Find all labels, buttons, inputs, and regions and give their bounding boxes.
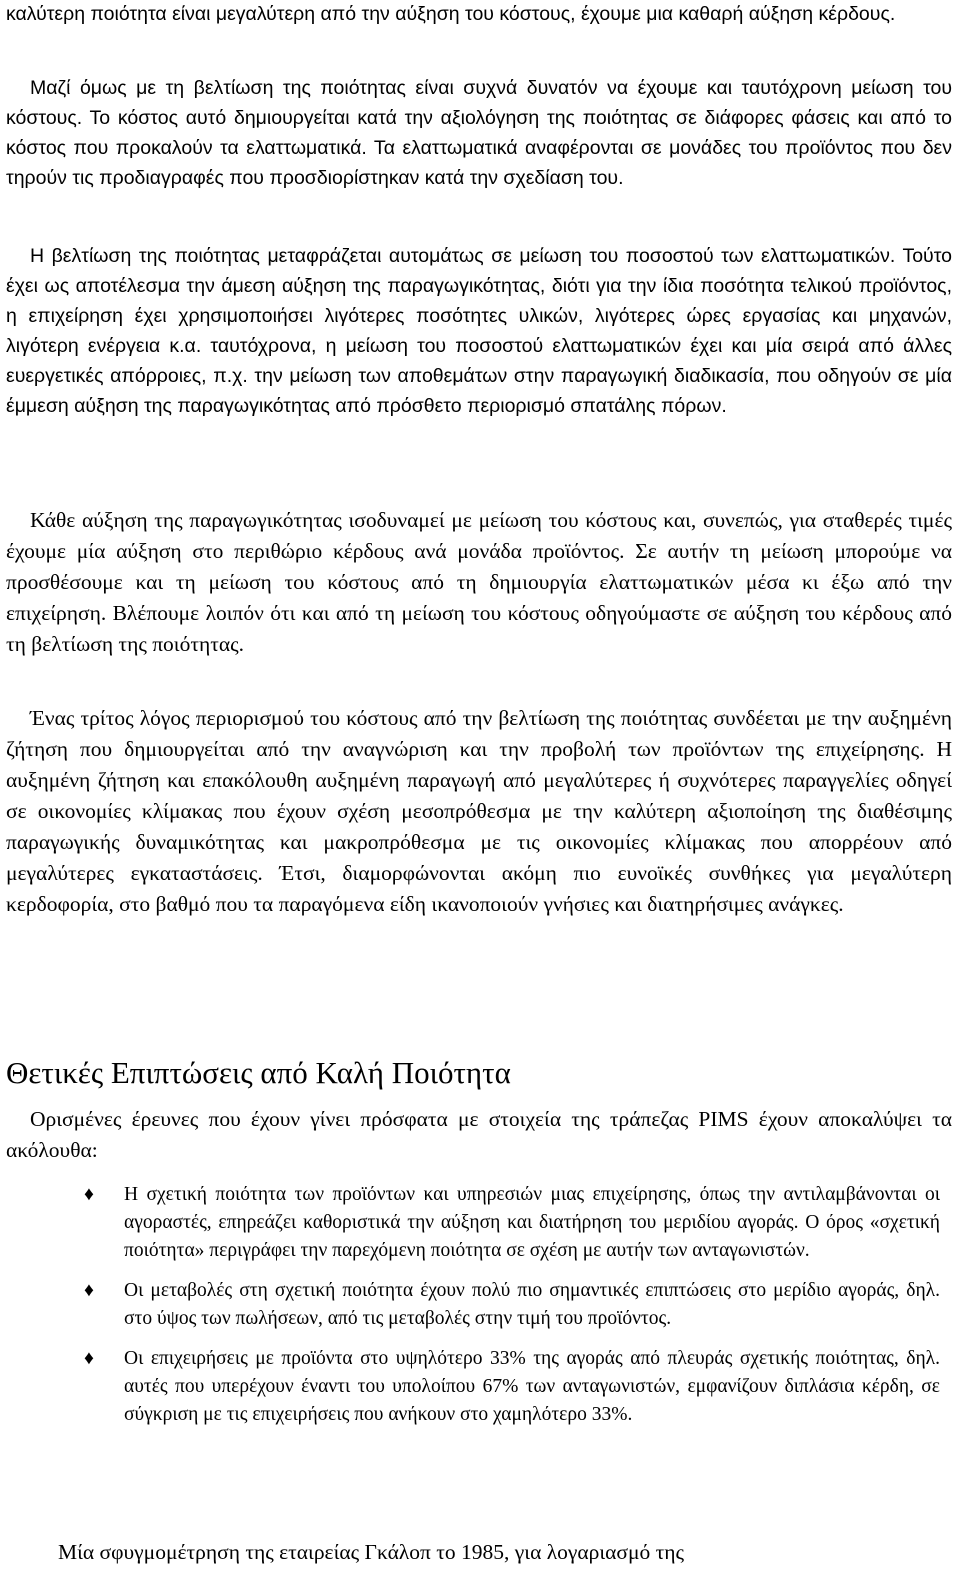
list-item <box>0 1277 950 1333</box>
section-heading: Θετικές Επιπτώσεις από Καλή Ποιότητα <box>6 1055 511 1090</box>
paragraph-profit-margin: Κάθε αύξηση της παραγωγικότητας ισοδυναμεί με μείωση του κόστους και, συνεπώς, για σταθερές τιμές έχουμε μία αύξηση στο περιθώριο κέρδους ανά μονάδα προϊόντος. Σε αυτήν τη μείωση μπορούμε να προσθέσουμε και τη μείωση του κόστους από τη δημιουργία ελαττωματικών μέσα κι έξω από την επιχείρηση. Βλέπουμε λοιπόν ότι και από τη μείωση του κόστους οδηγούμαστε σε αύξηση του κέρδους από τη βελτίωση της ποιότητας. <box>6 508 952 656</box>
closing-paragraph: Μία σφυγμομέτρηση της εταιρείας Γκάλοπ το 1985, για λογαριασμό της <box>58 1540 685 1564</box>
paragraph-demand: Ένας τρίτος λόγος περιορισμού του κόστους από την βελτίωση της ποιότητας συνδέεται με την αυξημένη ζήτηση που δημιουργείται από την αναγνώριση και την προβολή των προϊόντων της επιχείρησης. Η αυξημένη ζήτηση και επακόλουθη αυξημένη παραγωγή από μεγαλύτερες ή συχνότερες παραγγελίες οδηγεί σε οικονομίες κλίμακας που έχουν σχέση μεσοπρόθεσμα με την καλύτερη αξιοποίηση της διαθέσιμης παραγωγικής δυναμικότητας και μακροπρόθεσμα με τις οικονομίες κλίμακας που απορρέουν από μεγαλύτερες εγκαταστάσεις. Έτσι, διαμορφώνονται ακόμη πιο ευνοϊκές συνθήκες για μεγαλύτερη κερδοφορία, στο βαθμό που τα παραγόμενα είδη ικανοποιούν γνήσιες και διατηρήσιμες ανάγκες. <box>6 706 952 916</box>
paragraph-cost-reduction: Μαζί όμως με τη βελτίωση της ποιότητας είναι συχνά δυνατόν να έχουμε και ταυτόχρονη μείωση του κόστους. Το κόστος αυτό δημιουργείται κατά την αξιολόγηση της ποιότητας σε διάφορες φάσεις και από το κόστος που προκαλούν τα ελαττωματικά. Τα ελαττωματικά αναφέρονται σε μονάδες του προϊόντος που δεν τηρούν τις προδιαγραφές που προσδιορίστηκαν κατά την σχεδίαση του. <box>6 77 952 189</box>
section-intro: Ορισμένες έρευνες που έχουν γίνει πρόσφατα με στοιχεία της τράπεζας PIMS έχουν αποκαλύψει τα ακόλουθα: <box>6 1107 952 1162</box>
diamond-bullet-icon: ♦ <box>84 1280 94 1301</box>
diamond-bullet-icon: ♦ <box>84 1184 94 1205</box>
diamond-bullet-icon: ♦ <box>84 1348 94 1369</box>
list-item-text: Οι επιχειρήσεις με προϊόντα στο υψηλότερο 33% της αγοράς από πλευράς σχετικής ποιότητας, δηλ. αυτές που υπερέχουν έναντι του υπολοίπου 67% των ανταγωνιστών, εμφανίζουν διπλάσια κέρδη, σε σύγκριση με τις επιχειρήσεις που ανήκουν στο χαμηλότερο 33%. <box>124 1348 940 1425</box>
list-item-text: Η σχετική ποιότητα των προϊόντων και υπηρεσιών μιας επιχείρησης, όπως την αντιλαμβάνονται οι αγοραστές, επηρεάζει καθοριστικά την αύξηση και διατήρηση του μεριδίου αγοράς. Ο όρος «σχετική ποιότητα» περιγράφει την παρεχόμενη ποιότητα σε σχέση με αυτήν των ανταγωνιστών. <box>124 1184 940 1261</box>
list-item <box>0 1345 950 1429</box>
paragraph-productivity: Η βελτίωση της ποιότητας μεταφράζεται αυτομάτως σε μείωση του ποσοστού των ελαττωματικών. Τούτο έχει ως αποτέλεσμα την άμεση αύξηση της παραγωγικότητας, διότι για την ίδια ποσότητα τελικού προϊόντος, η επιχείρηση έχει χρησιμοποιήσει λιγότερες ποσότητες υλικών, λιγότερες ώρες εργασίας και μηχανών, λιγότερη ενέργεια κ.α. ταυτόχρονα, η μείωση του ποσοστού ελαττωματικών έχει και μία σειρά από άλλες ευεργετικές απόρροιες, π.χ. την μείωση των αποθεμάτων στην παραγωγική διαδικασία, που οδηγούν σε μία έμμεση αύξηση της παραγωγικότητας από πρόσθετο περιορισμό σπατάλης πόρων. <box>6 245 952 417</box>
paragraph-continuation: καλύτερη ποιότητα είναι μεγαλύτερη από την αύξηση του κόστους, έχουμε μια καθαρή αύξηση κέρδους. <box>6 3 896 25</box>
findings-list <box>0 1181 950 1429</box>
list-item-text: Οι μεταβολές στη σχετική ποιότητα έχουν πολύ πιο σημαντικές επιπτώσεις στο μερίδιο αγοράς, δηλ. στο ύψος των πωλήσεων, από τις μεταβολές στην τιμή του προϊόντος. <box>124 1280 940 1329</box>
list-item <box>0 1181 950 1265</box>
